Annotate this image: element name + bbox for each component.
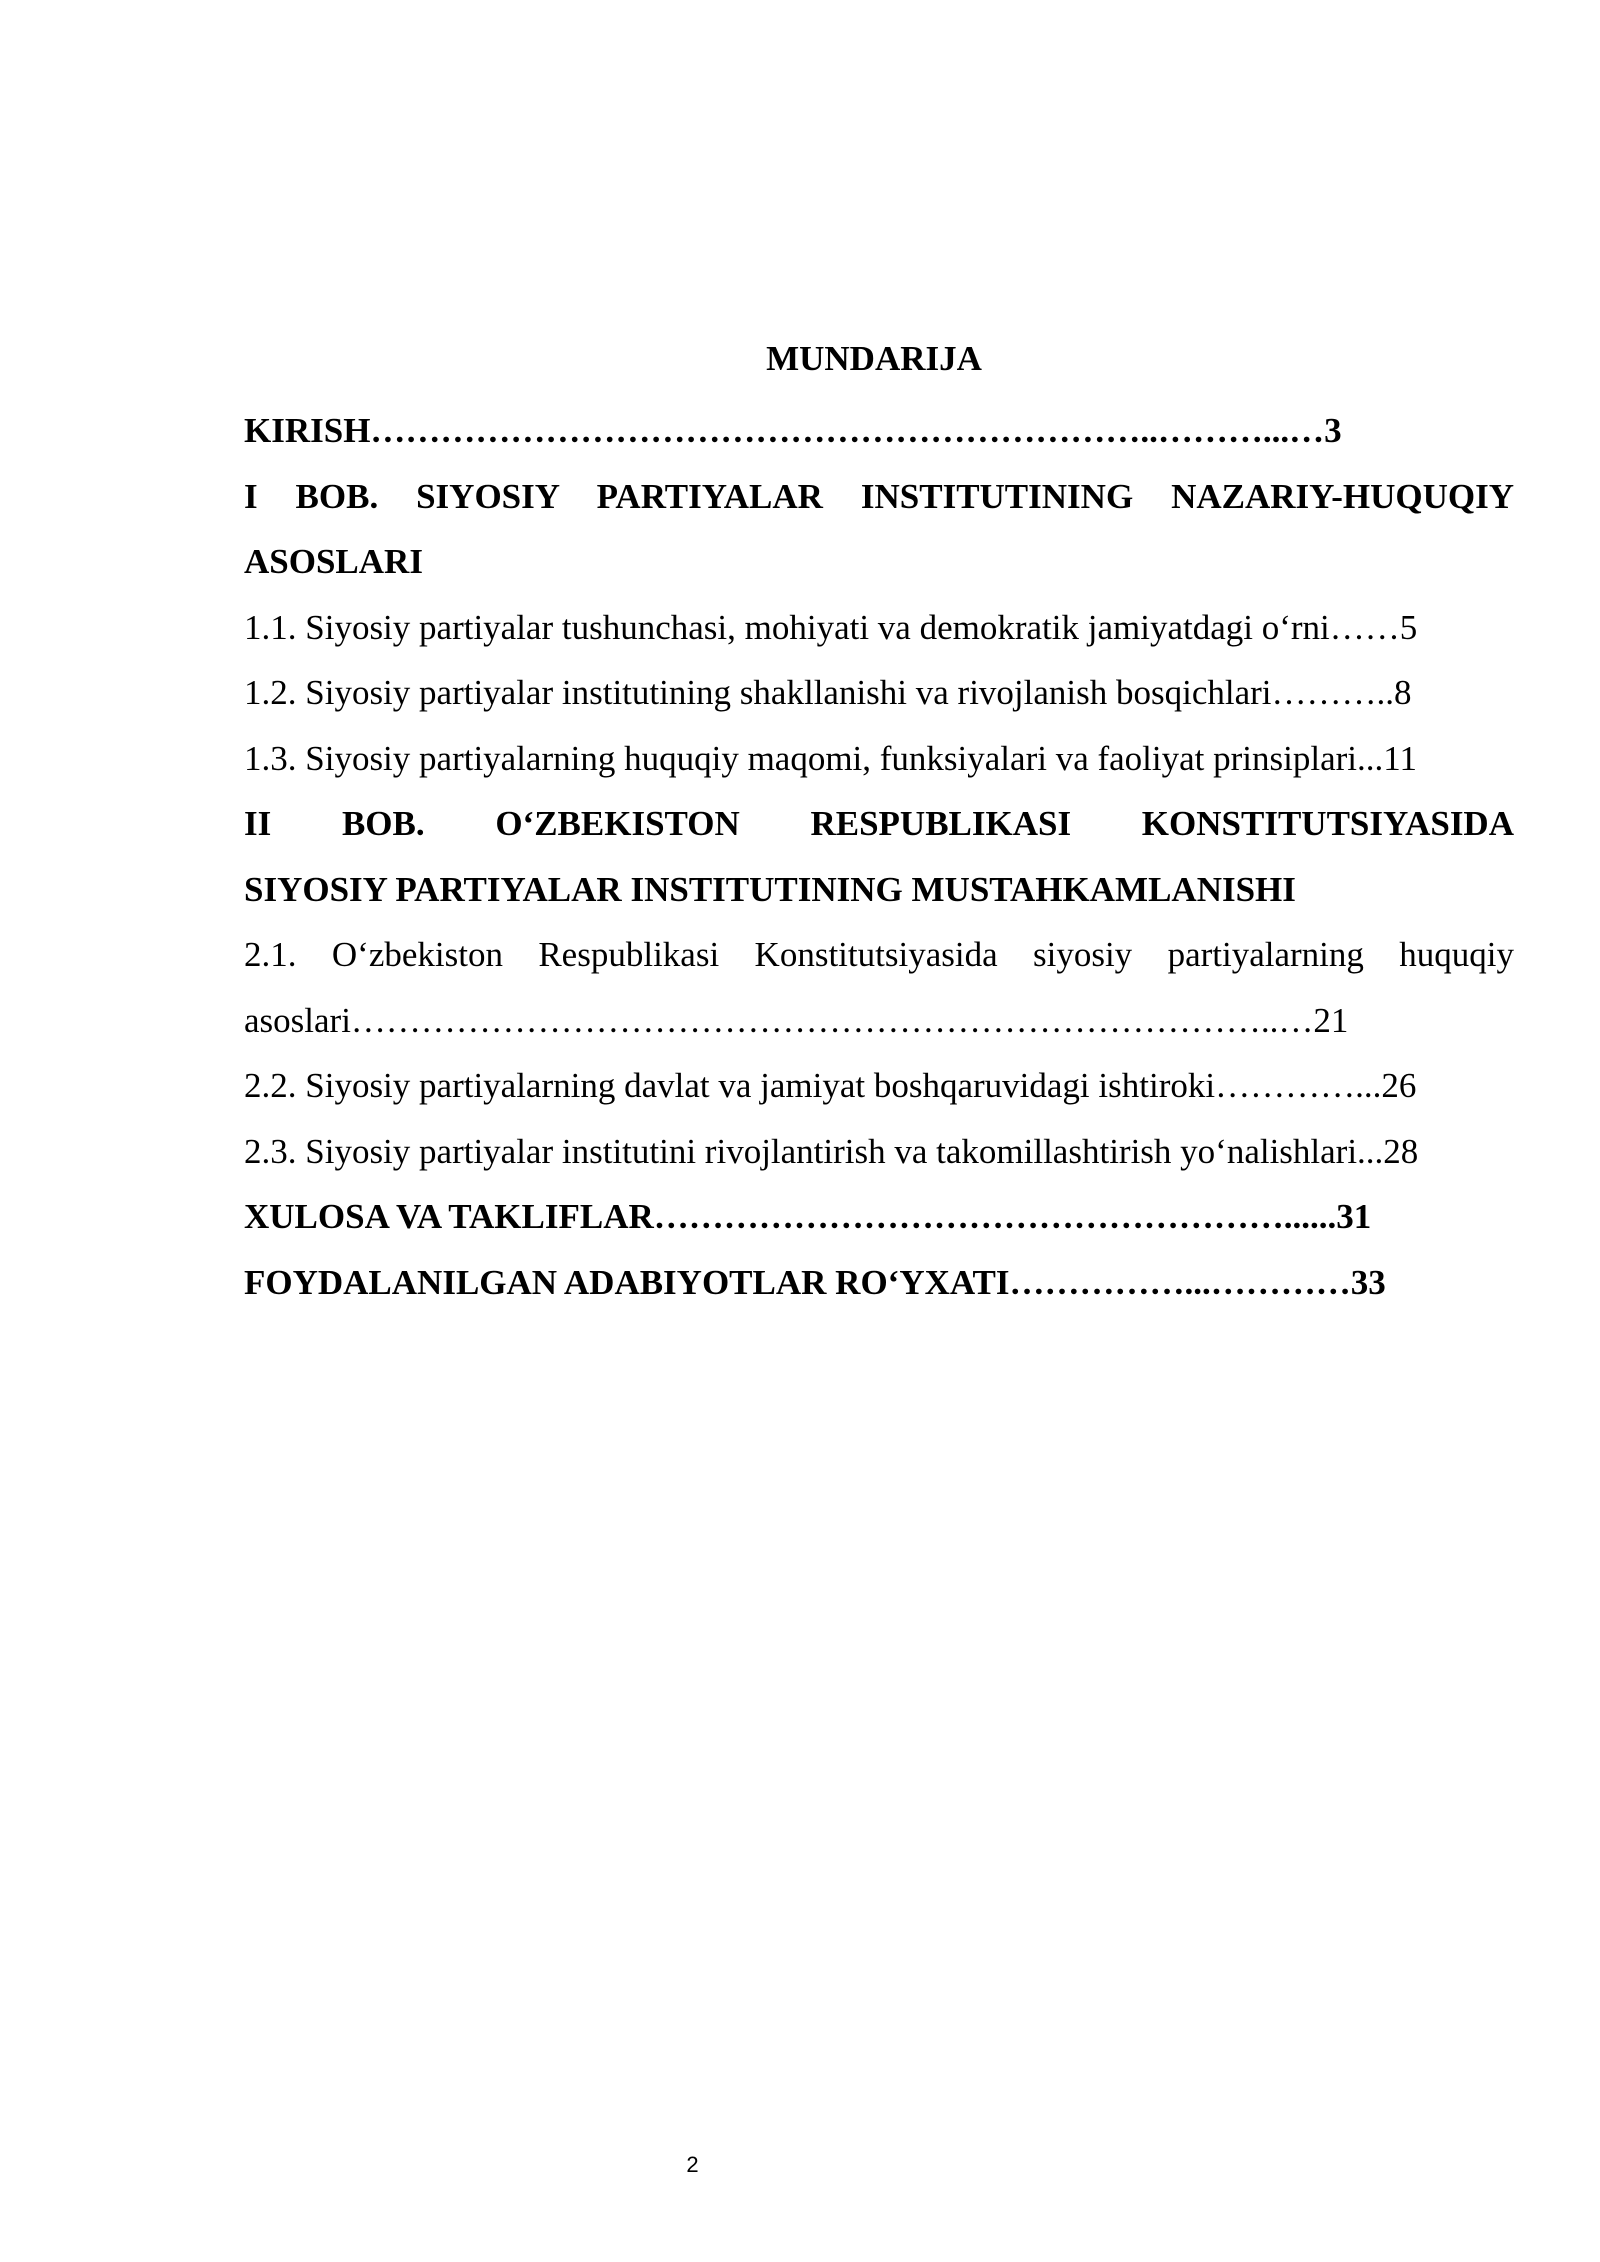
toc-entry-references: FOYDALANILGAN ADABIYOTLAR RO‘YXATI……………...…………33	[244, 1262, 1386, 1302]
toc-entry-1-1: 1.1. Siyosiy partiyalar tushunchasi, mohiyati va demokratik jamiyatdagi o‘rni……5	[244, 607, 1418, 647]
toc-chapter-2-heading: II BOB. O‘ZBEKISTON RESPUBLIKASI KONSTITUTSIYASIDA	[244, 804, 1514, 843]
toc-chapter-1-heading: I BOB. SIYOSIY PARTIYALAR INSTITUTINING NAZARIY-HUQUQIY	[244, 476, 1514, 516]
toc-chapter-1-heading-cont: ASOSLARI	[244, 542, 423, 581]
toc-entry-2-1-cont: asoslari……………………………………………………………………..…21	[244, 1000, 1349, 1040]
page-number: 2	[686, 2152, 699, 2177]
page-title: MUNDARIJA	[766, 339, 982, 378]
toc-chapter-2-heading-cont: SIYOSIY PARTIYALAR INSTITUTINING MUSTAHKAMLANISHI	[244, 869, 1296, 909]
toc-entry-conclusion: XULOSA VA TAKLIFLAR………………………………………………......31	[244, 1197, 1372, 1236]
toc-entry-2-2: 2.2. Siyosiy partiyalarning davlat va jamiyat boshqaruvidagi ishtiroki…………...26	[244, 1066, 1417, 1105]
toc-entry-2-3: 2.3. Siyosiy partiyalar institutini rivojlantirish va takomillashtirish yo‘nalishlari...28	[244, 1131, 1419, 1171]
toc-entry-introduction: KIRISH…………………………………………………………..………...…3	[244, 411, 1342, 450]
table-of-contents	[244, 398, 1514, 1315]
toc-entry-2-1: 2.1. O‘zbekiston Respublikasi Konstitutsiyasida siyosiy partiyalarning huquqiy	[244, 935, 1514, 974]
toc-entry-1-3: 1.3. Siyosiy partiyalarning huquqiy maqomi, funksiyalari va faoliyat prinsiplari...11	[244, 738, 1417, 778]
toc-entry-1-2: 1.2. Siyosiy partiyalar institutining shakllanishi va rivojlanish bosqichlari………..8	[244, 673, 1412, 712]
